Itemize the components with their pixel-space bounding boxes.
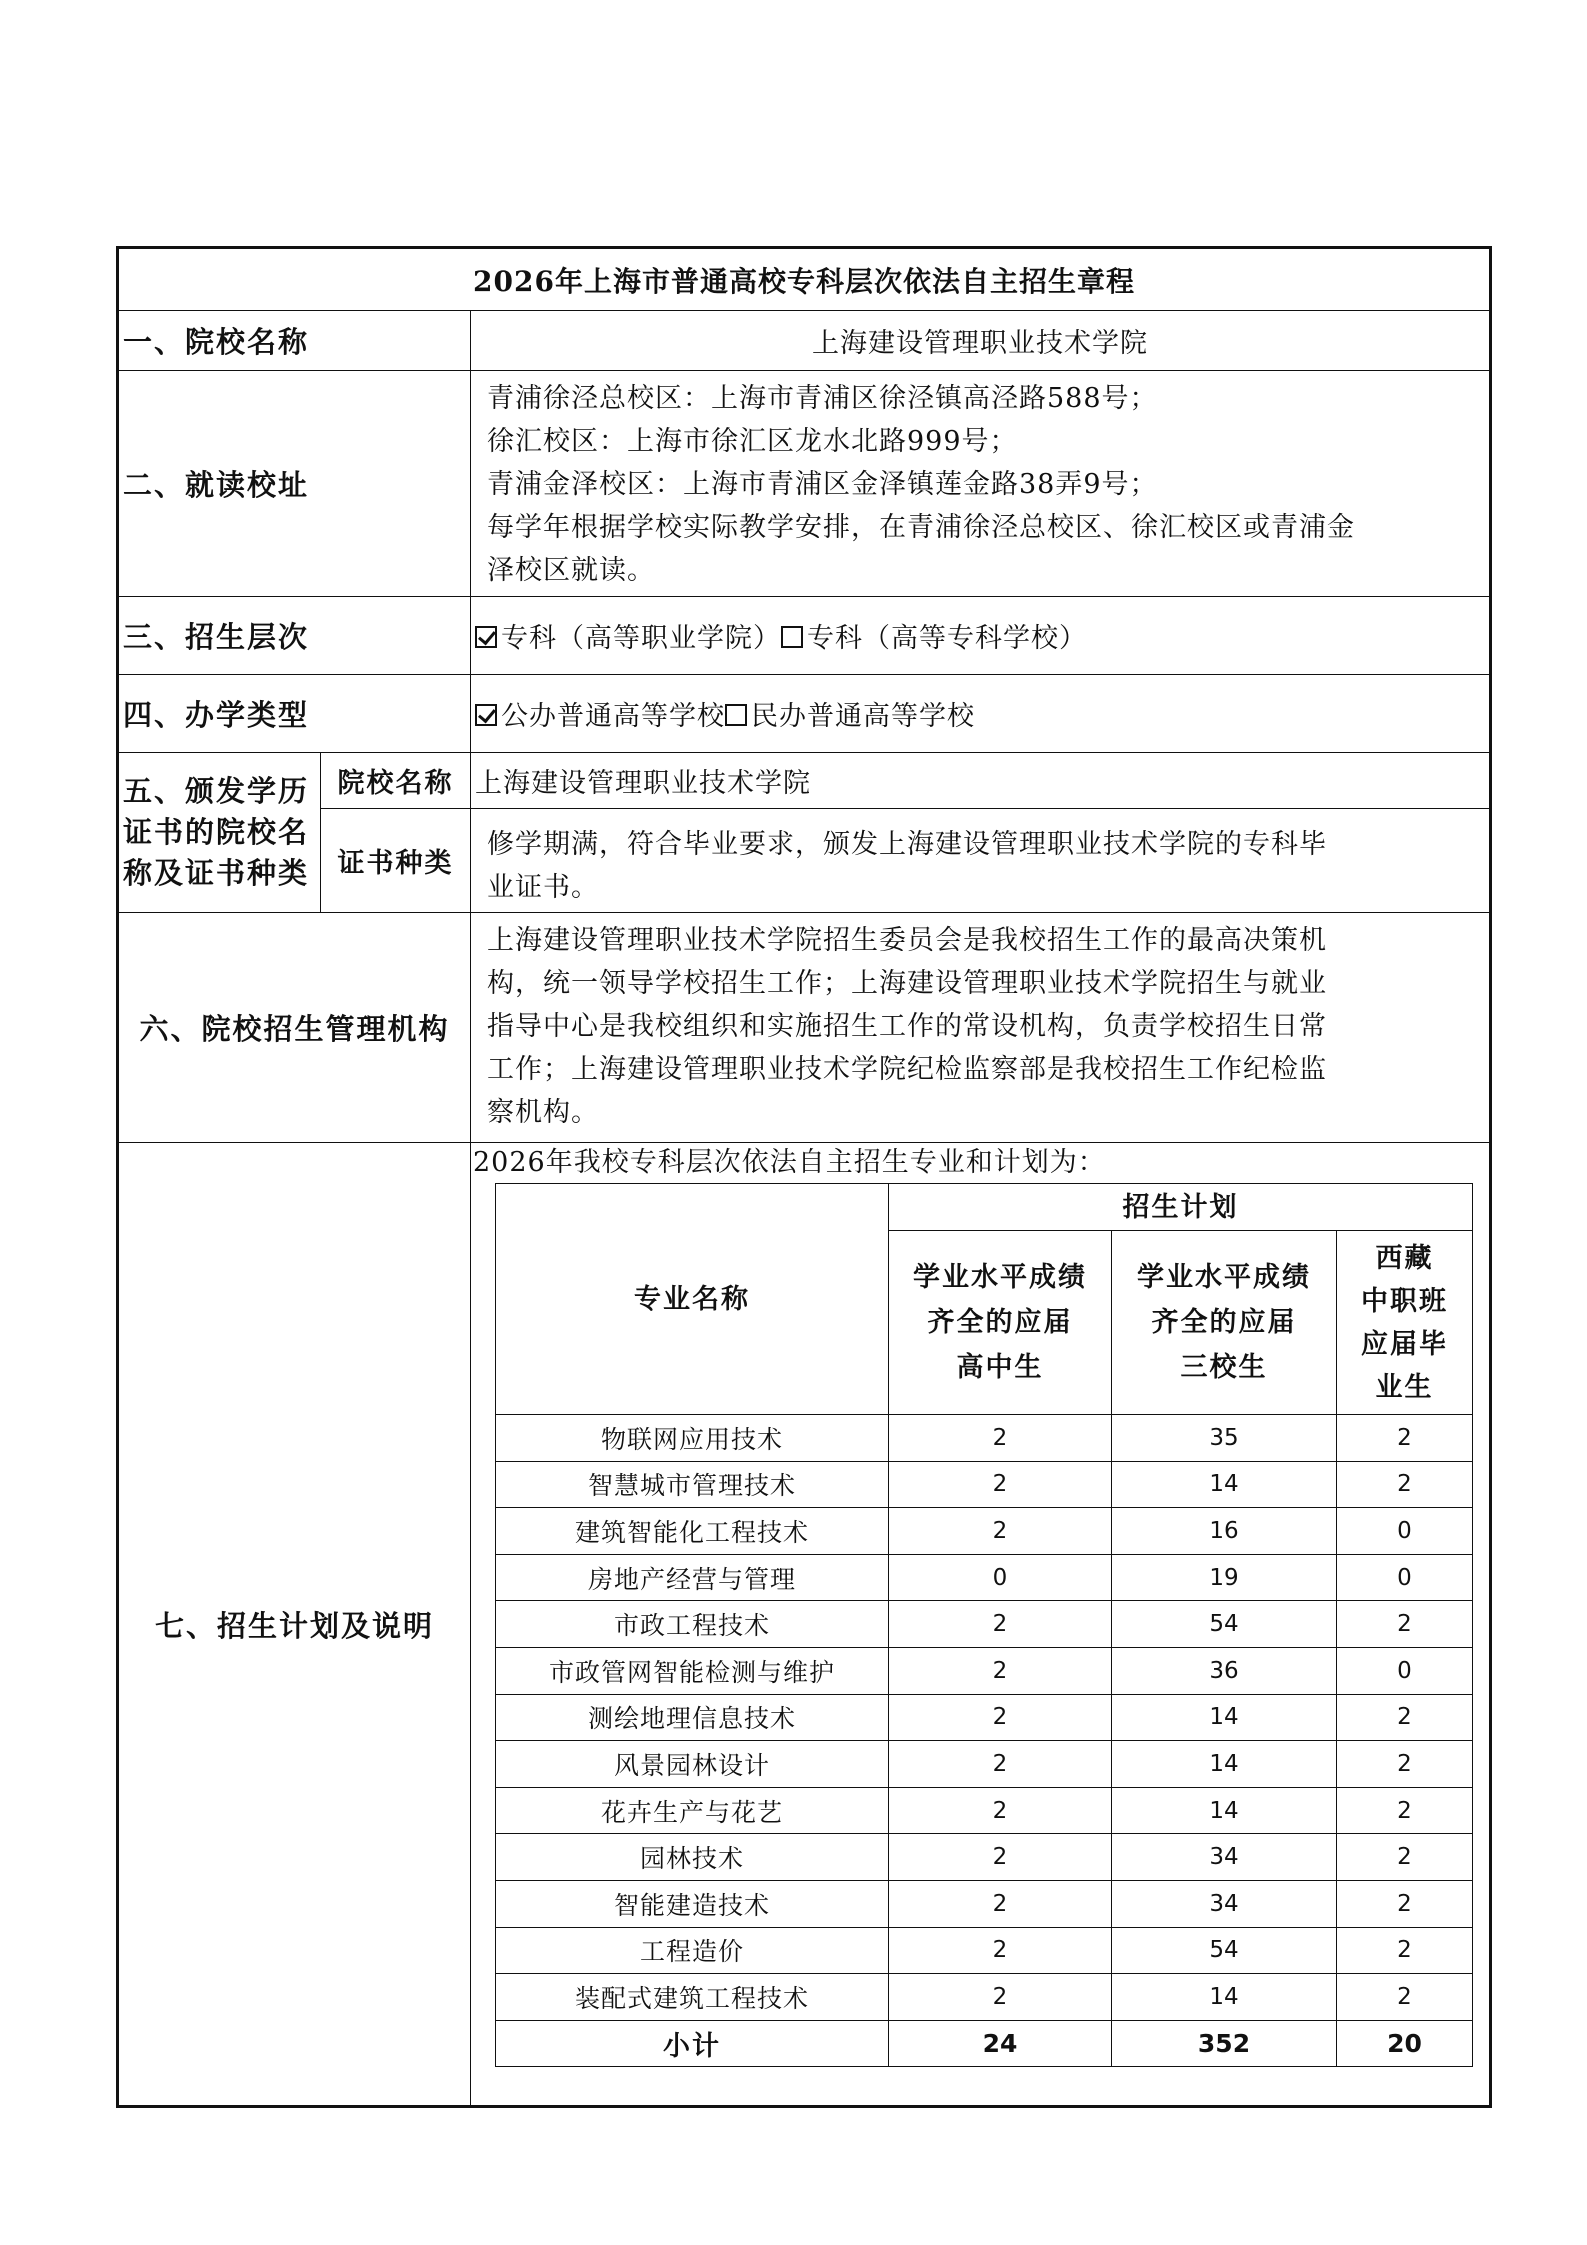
- address-lines: [471, 371, 1489, 596]
- row-management: [119, 913, 1489, 1143]
- plan-table: [495, 1183, 1473, 2067]
- address-line: 泽校区就读。: [487, 555, 655, 586]
- certificate-type-value: [471, 809, 1489, 912]
- address-line: 徐汇校区：上海市徐汇区龙水北路999号；: [487, 426, 1018, 457]
- table-row: 智慧城市管理技术 2 14 2: [496, 1461, 1473, 1508]
- management-line: 上海建设管理职业技术学院招生委员会是我校招生工作的最高决策机: [487, 925, 1327, 956]
- row-certificate: [119, 753, 1489, 913]
- school-name-value: 上海建设管理职业技术学院: [812, 328, 1148, 359]
- level-option-2: 专科（高等专科学校）: [807, 623, 1087, 654]
- management-line: 工作；上海建设管理职业技术学院纪检监察部是我校招生工作纪检监: [487, 1054, 1327, 1085]
- document-title: 2026年上海市普通高校专科层次依法自主招生章程: [119, 249, 1489, 311]
- total-row: 小计 24 352 20: [496, 2020, 1473, 2067]
- certificate-school-label: 院校名称: [321, 753, 471, 809]
- table-row: 市政工程技术 2 54 2: [496, 1601, 1473, 1648]
- level-options: [471, 597, 1489, 674]
- school-type-options: [471, 675, 1489, 752]
- table-row: 建筑智能化工程技术 2 16 0: [496, 1508, 1473, 1555]
- certificate-label-line: 五、颁发学历: [123, 774, 310, 808]
- row-plan: [119, 1143, 1489, 2105]
- school-name-label: 一、院校名称: [119, 311, 471, 370]
- table-row: 园林技术 2 34 2: [496, 1834, 1473, 1881]
- address-label: 二、就读校址: [119, 371, 471, 596]
- col-header-highschool: 学业水平成绩 齐全的应届 高中生: [889, 1231, 1112, 1415]
- certificate-label-line: 称及证书种类: [123, 856, 310, 890]
- checked-checkbox-icon[interactable]: [475, 626, 497, 648]
- table-row: 智能建造技术 2 34 2: [496, 1880, 1473, 1927]
- certificate-school-value: 上海建设管理职业技术学院: [471, 753, 1489, 809]
- col-header-vocational: 学业水平成绩 齐全的应届 三校生: [1112, 1231, 1337, 1415]
- management-line: 指导中心是我校组织和实施招生工作的常设机构，负责学校招生日常: [487, 1011, 1327, 1042]
- address-line: 每学年根据学校实际教学安排，在青浦徐泾总校区、徐汇校区或青浦金: [487, 512, 1355, 543]
- management-label: 六、院校招生管理机构: [119, 913, 471, 1142]
- table-row: 装配式建筑工程技术 2 14 2: [496, 1974, 1473, 2021]
- certificate-type-label: 证书种类: [321, 809, 471, 912]
- management-line: 察机构。: [487, 1097, 599, 1128]
- plan-label: 七、招生计划及说明: [119, 1143, 471, 2105]
- row-level: [119, 597, 1489, 675]
- level-label: 三、招生层次: [119, 597, 471, 674]
- address-line: 青浦徐泾总校区：上海市青浦区徐泾镇高泾路588号；: [487, 383, 1158, 414]
- address-line: 青浦金泽校区：上海市青浦区金泽镇莲金路38弄9号；: [487, 469, 1158, 500]
- unchecked-checkbox-icon[interactable]: [725, 704, 747, 726]
- type-option-1: 公办普通高等学校: [501, 701, 725, 732]
- unchecked-checkbox-icon[interactable]: [781, 626, 803, 648]
- row-school-type: [119, 675, 1489, 753]
- plan-group-header: 招生计划: [889, 1184, 1473, 1231]
- table-row: 市政管网智能检测与维护 2 36 0: [496, 1647, 1473, 1694]
- row-school-name: [119, 311, 1489, 371]
- school-type-label: 四、办学类型: [119, 675, 471, 752]
- table-row: 工程造价 2 54 2: [496, 1927, 1473, 1974]
- admission-charter-table: [116, 246, 1492, 2108]
- type-option-2: 民办普通高等学校: [751, 701, 975, 732]
- table-row: 花卉生产与花艺 2 14 2: [496, 1787, 1473, 1834]
- certificate-type-line: 修学期满，符合毕业要求，颁发上海建设管理职业技术学院的专科毕: [487, 829, 1327, 860]
- col-header-tibet: 西藏 中职班 应届毕 业生: [1337, 1231, 1473, 1415]
- major-header: 专业名称: [496, 1184, 889, 1415]
- table-row: 房地产经营与管理 0 19 0: [496, 1554, 1473, 1601]
- level-option-1: 专科（高等职业学院）: [501, 623, 781, 654]
- checked-checkbox-icon[interactable]: [475, 704, 497, 726]
- table-row: 测绘地理信息技术 2 14 2: [496, 1694, 1473, 1741]
- plan-intro: 2026年我校专科层次依法自主招生专业和计划为：: [473, 1147, 1106, 1178]
- row-address: [119, 371, 1489, 597]
- certificate-label-line: 证书的院校名: [123, 815, 310, 849]
- certificate-type-line: 业证书。: [487, 872, 599, 903]
- management-lines: [471, 913, 1489, 1142]
- table-row: 风景园林设计 2 14 2: [496, 1741, 1473, 1788]
- management-line: 构，统一领导学校招生工作；上海建设管理职业技术学院招生与就业: [487, 968, 1327, 999]
- table-row: 物联网应用技术 2 35 2: [496, 1415, 1473, 1462]
- certificate-label: [119, 753, 321, 912]
